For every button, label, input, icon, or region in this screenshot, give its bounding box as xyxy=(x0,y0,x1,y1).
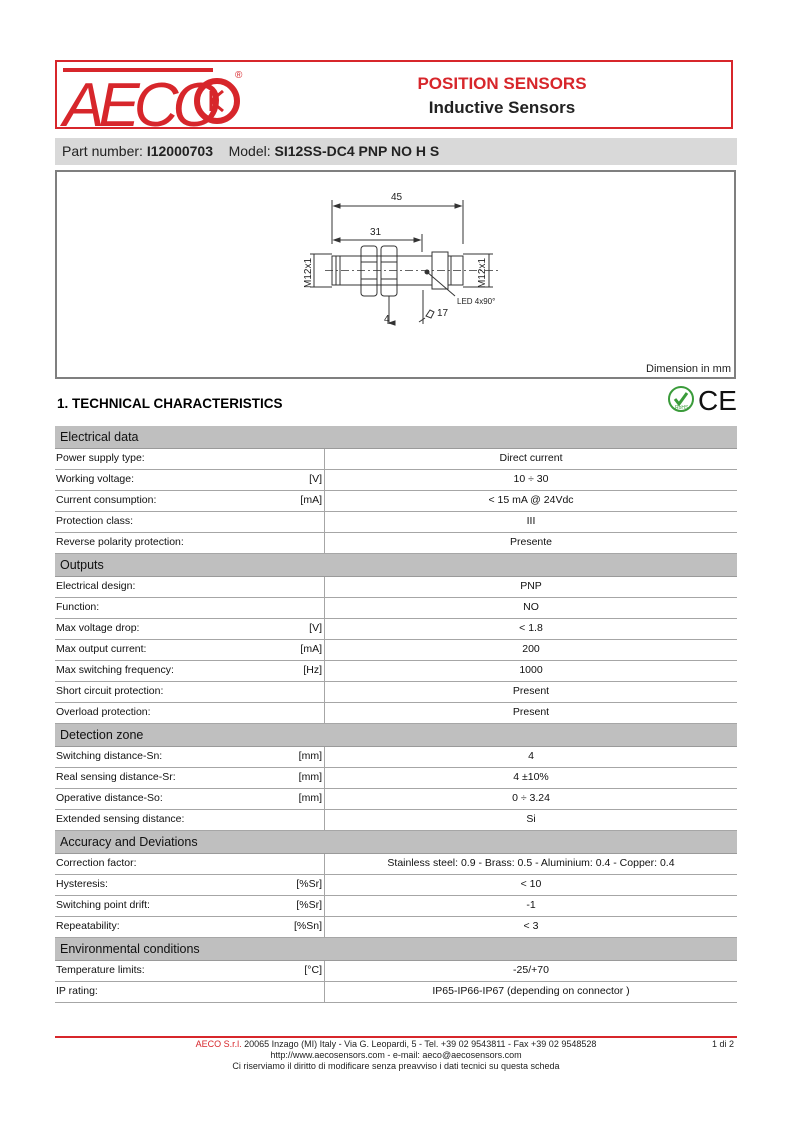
spec-label: Switching distance-Sn: xyxy=(56,750,163,762)
spec-label-cell xyxy=(55,982,325,1002)
dimension-drawing-box xyxy=(55,170,736,379)
spec-row xyxy=(55,491,737,512)
spec-label: IP rating: xyxy=(56,985,98,997)
spec-value: 4 ±10% xyxy=(513,771,549,783)
spec-value: < 15 mA @ 24Vdc xyxy=(488,494,574,506)
spec-label-cell xyxy=(55,682,325,702)
model-value: SI12SS-DC4 PNP NO H S xyxy=(274,143,440,159)
model-label: Model: xyxy=(228,143,271,159)
sensor-dimension-drawing xyxy=(57,172,734,377)
spec-unit: [mA] xyxy=(300,494,322,506)
group-header: Detection zone xyxy=(55,724,737,747)
spec-label: Reverse polarity protection: xyxy=(56,536,184,548)
spec-unit: [V] xyxy=(309,473,322,485)
spec-value: Present xyxy=(512,685,550,697)
spec-row xyxy=(55,789,737,810)
spec-unit: [mm] xyxy=(298,771,322,783)
spec-label-cell xyxy=(55,917,325,937)
dim-body-label: 31 xyxy=(370,227,382,238)
spec-row xyxy=(55,512,737,533)
footer-address xyxy=(55,1039,737,1049)
spec-label-cell xyxy=(55,640,325,660)
spec-unit: [%Sr] xyxy=(296,899,322,911)
page-number: 1 di 2 xyxy=(711,1039,734,1049)
spec-value: Si xyxy=(526,813,536,825)
spec-value: 4 xyxy=(528,750,534,762)
spec-label: Current consumption: xyxy=(56,494,157,506)
spec-row xyxy=(55,917,737,938)
spec-label: Operative distance-So: xyxy=(56,792,163,804)
ce-label: CE xyxy=(698,385,737,416)
spec-value: PNP xyxy=(520,580,542,592)
spec-row xyxy=(55,703,737,724)
rohs-icon xyxy=(669,387,693,411)
spec-label-cell xyxy=(55,747,325,767)
spec-value: -25/+70 xyxy=(513,964,549,976)
logo-wordmark: AECO xyxy=(63,71,215,130)
spec-label: Working voltage: xyxy=(56,473,135,485)
dim-nut-label: 4 xyxy=(384,314,390,325)
certification-marks xyxy=(668,382,738,416)
spec-label-cell xyxy=(55,768,325,788)
spec-value: Stainless steel: 0.9 - Brass: 0.5 - Aluminium: 0.4 - Copper: 0.4 xyxy=(387,857,675,869)
spec-label-cell xyxy=(55,491,325,511)
spec-unit: [%Sn] xyxy=(293,920,322,932)
spec-row xyxy=(55,875,737,896)
spec-value: 1000 xyxy=(519,664,543,676)
svg-text:®: ® xyxy=(235,70,243,81)
spec-label-cell xyxy=(55,449,325,469)
spec-value: Present xyxy=(512,706,550,718)
group-header: Accuracy and Deviations xyxy=(55,831,737,854)
spec-label: Real sensing distance-Sr: xyxy=(56,771,176,783)
part-number-label: Part number: xyxy=(62,143,143,159)
spec-label: Protection class: xyxy=(56,515,134,527)
spec-row xyxy=(55,533,737,554)
spec-value: 0 ÷ 3.24 xyxy=(512,792,550,804)
footer-contact: http://www.aecosensors.com - e-mail: aeco@aecosensors.com xyxy=(270,1050,522,1060)
spec-label: Max output current: xyxy=(56,643,147,655)
spec-value: < 3 xyxy=(523,920,539,932)
aeco-logo xyxy=(59,64,249,130)
spec-label: Short circuit protection: xyxy=(56,685,164,697)
group-header: Electrical data xyxy=(55,426,737,449)
spec-row xyxy=(55,640,737,661)
spec-label-cell xyxy=(55,875,325,895)
spec-value: Presente xyxy=(509,536,553,548)
spec-label: Overload protection: xyxy=(56,706,151,718)
spec-label-cell xyxy=(55,661,325,681)
spec-unit: [%Sr] xyxy=(296,878,322,890)
wrench-size-label: 17 xyxy=(437,308,449,319)
spec-label: Function: xyxy=(56,601,100,613)
spec-row xyxy=(55,982,737,1003)
dim-thread-right-label: M12x1 xyxy=(477,257,488,288)
spec-row xyxy=(55,470,737,491)
spec-row xyxy=(55,896,737,917)
spec-label-cell xyxy=(55,470,325,490)
spec-row xyxy=(55,747,737,768)
dimension-note: Dimension in mm xyxy=(646,363,731,375)
spec-label-cell xyxy=(55,854,325,874)
spec-label-cell xyxy=(55,703,325,723)
spec-value: 200 xyxy=(522,643,540,655)
spec-label: Repeatability: xyxy=(56,920,120,932)
part-number-bar xyxy=(55,138,737,165)
spec-row xyxy=(55,577,737,598)
spec-label-cell xyxy=(55,619,325,639)
spec-row xyxy=(55,768,737,789)
spec-label-cell xyxy=(55,512,325,532)
rohs-label: RoHS xyxy=(675,405,689,411)
footer-address-text: 20065 Inzago (MI) Italy - Via G. Leopardi, 5 - Tel. +39 02 9543811 - Fax +39 02 9548528 xyxy=(241,1039,597,1049)
document-header xyxy=(55,60,733,129)
spec-unit: [mm] xyxy=(298,750,322,762)
spec-row xyxy=(55,961,737,982)
part-number-value: I12000703 xyxy=(146,143,214,159)
spec-value: 10 ÷ 30 xyxy=(513,473,549,485)
spec-row xyxy=(55,810,737,831)
spec-label-cell xyxy=(55,789,325,809)
spec-row xyxy=(55,449,737,470)
spec-value: IP65-IP66-IP67 (depending on connector ) xyxy=(432,985,630,997)
spec-unit: [mm] xyxy=(298,792,322,804)
footer-notice: Ci riserviamo il diritto di modificare senza preavviso i dati tecnici su questa scheda xyxy=(232,1061,560,1071)
footer-divider xyxy=(55,1036,737,1038)
spec-label: Max voltage drop: xyxy=(56,622,140,634)
technical-characteristics-table xyxy=(55,426,737,1003)
spec-value: III xyxy=(526,515,536,527)
spec-label: Correction factor: xyxy=(56,857,137,869)
spec-label: Extended sensing distance: xyxy=(56,813,185,825)
footer-company: AECO S.r.l. xyxy=(195,1039,242,1049)
dim-overall-label: 45 xyxy=(391,192,403,203)
spec-row xyxy=(55,661,737,682)
spec-unit: [V] xyxy=(309,622,322,634)
spec-row xyxy=(55,598,737,619)
spec-row xyxy=(55,682,737,703)
spec-row xyxy=(55,854,737,875)
header-subtitle: Inductive Sensors xyxy=(428,98,576,117)
spec-label-cell xyxy=(55,896,325,916)
group-header: Outputs xyxy=(55,554,737,577)
led-label: LED 4x90° xyxy=(457,297,496,306)
spec-label: Power supply type: xyxy=(56,452,145,464)
spec-row xyxy=(55,619,737,640)
section-title: 1. TECHNICAL CHARACTERISTICS xyxy=(57,396,283,411)
spec-label: Temperature limits: xyxy=(56,964,145,976)
spec-unit: [Hz] xyxy=(303,664,322,676)
dim-thread-left-label: M12x1 xyxy=(303,257,314,288)
spec-value: -1 xyxy=(526,899,536,911)
spec-label: Hysteresis: xyxy=(56,878,108,890)
spec-unit: [°C] xyxy=(304,964,322,976)
header-title: POSITION SENSORS xyxy=(417,74,587,93)
spec-label-cell xyxy=(55,598,325,618)
group-header: Environmental conditions xyxy=(55,938,737,961)
spec-label-cell xyxy=(55,577,325,597)
spec-unit: [mA] xyxy=(300,643,322,655)
ce-mark-icon xyxy=(698,385,737,416)
spec-value: < 10 xyxy=(520,878,542,890)
spec-value: < 1.8 xyxy=(519,622,543,634)
spec-value: NO xyxy=(523,601,539,613)
spec-label: Max switching frequency: xyxy=(56,664,174,676)
spec-label: Electrical design: xyxy=(56,580,136,592)
spec-label-cell xyxy=(55,961,325,981)
spec-label-cell xyxy=(55,533,325,553)
spec-label: Switching point drift: xyxy=(56,899,150,911)
spec-value: Direct current xyxy=(499,452,563,464)
spec-label-cell xyxy=(55,810,325,830)
